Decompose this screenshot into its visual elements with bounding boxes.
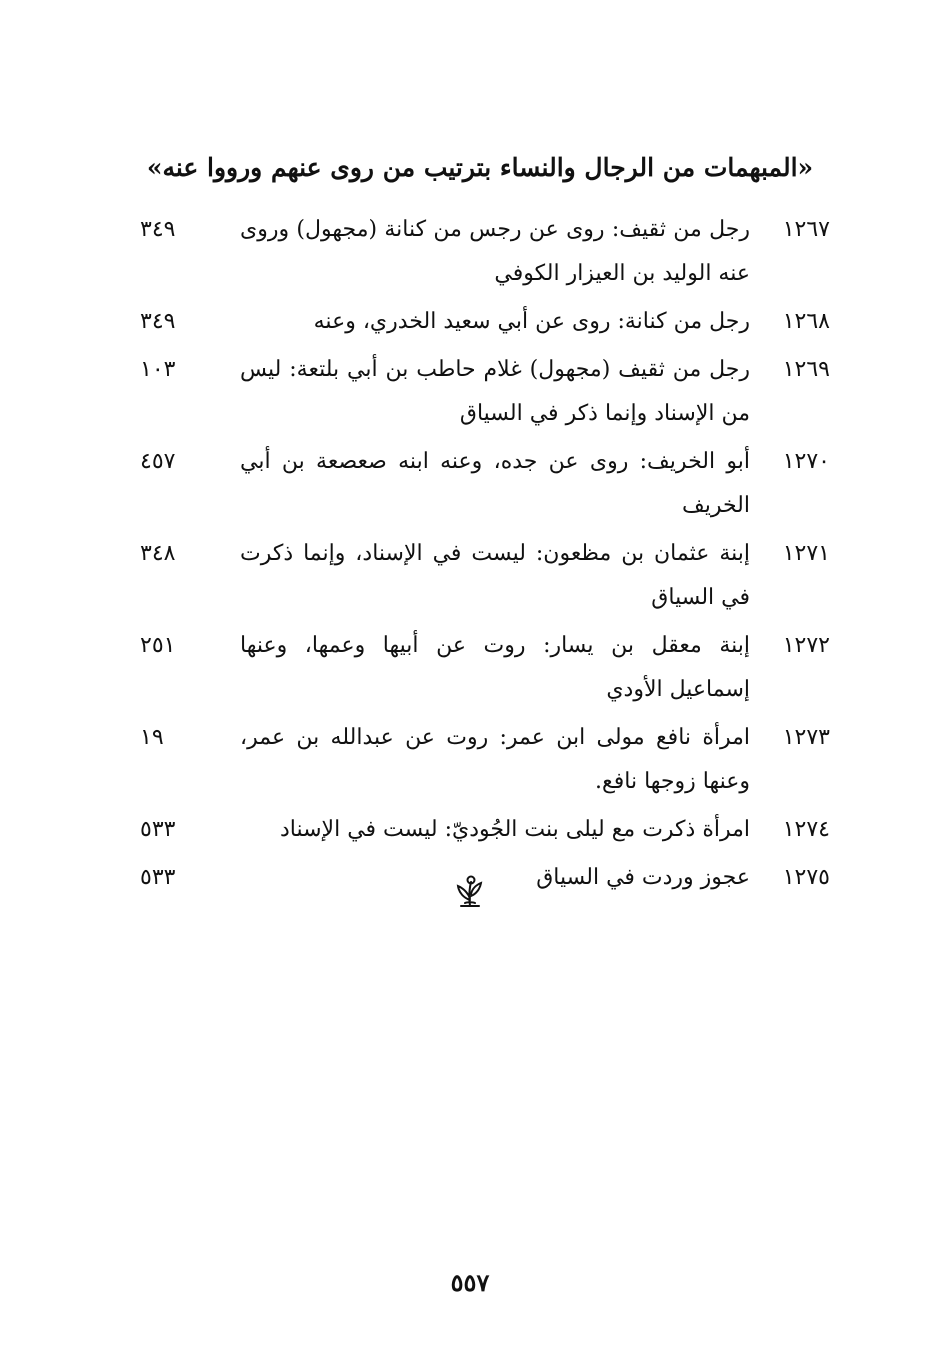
page-number: ٥٥٧: [450, 1268, 490, 1297]
entry-page-ref: ٣٤٩: [140, 309, 176, 334]
flower-ornament-graphic: [450, 872, 490, 912]
entry-number: ١٢٧٥: [782, 865, 830, 890]
entry-number: ١٢٧٠: [782, 449, 830, 474]
entry-page-ref: ١٩: [140, 725, 164, 750]
flower-ornament-icon: [450, 872, 490, 912]
list-item: [130, 624, 830, 712]
list-item: [130, 300, 830, 344]
entry-page-ref: ٤٥٧: [140, 449, 176, 474]
entries-list: [130, 208, 830, 904]
entry-number: ١٢٦٧: [782, 217, 830, 242]
list-item: [130, 348, 830, 436]
entry-text: إبنة عثمان بن مظعون: ليست في الإسناد، وإنما ذكرت في السياق: [240, 541, 750, 610]
entry-text: عجوز وردت في السياق: [536, 865, 750, 890]
entry-text: إبنة معقل بن يسار: روت عن أبيها وعمها، وعنها إسماعيل الأودي: [240, 633, 750, 702]
entry-page-ref: ٥٣٣: [140, 817, 176, 842]
entry-text: امرأة نافع مولى ابن عمر: روت عن عبدالله بن عمر، وعنها زوجها نافع.: [240, 725, 750, 794]
entry-text: أبو الخريف: روى عن جده، وعنه ابنه صعصعة بن أبي الخريف: [240, 449, 750, 518]
list-item: [130, 440, 830, 528]
entry-text: رجل من ثقيف (مجهول) غلام حاطب بن أبي بلتعة: ليس من الإسناد وإنما ذكر في السياق: [240, 357, 750, 426]
entry-page-ref: ٣٤٨: [140, 541, 176, 566]
list-item: [130, 808, 830, 852]
list-item: [130, 532, 830, 620]
entry-number: ١٢٧٣: [782, 725, 830, 750]
entry-text: رجل من كنانة: روى عن أبي سعيد الخدري، وعنه: [313, 309, 750, 334]
entry-page-ref: ٣٤٩: [140, 217, 176, 242]
entry-page-ref: ٢٥١: [140, 633, 176, 658]
entry-page-ref: ١٠٣: [140, 357, 176, 382]
list-item: [130, 208, 830, 296]
entry-page-ref: ٥٣٣: [140, 865, 176, 890]
entry-number: ١٢٧٢: [782, 633, 830, 658]
entry-text: رجل من ثقيف: روى عن رجس من كنانة (مجهول) وروى عنه الوليد بن العيزار الكوفي: [240, 217, 750, 286]
list-item: [130, 716, 830, 804]
entry-number: ١٢٦٩: [782, 357, 830, 382]
entry-number: ١٢٦٨: [782, 309, 830, 334]
entry-number: ١٢٧٤: [782, 817, 830, 842]
entry-number: ١٢٧١: [782, 541, 830, 566]
section-heading: «المبهمات من الرجال والنساء بترتيب من روى عنهم ورووا عنه»: [146, 153, 814, 182]
entry-text: امرأة ذكرت مع ليلى بنت الجُوديّ: ليست في الإسناد: [279, 817, 750, 842]
